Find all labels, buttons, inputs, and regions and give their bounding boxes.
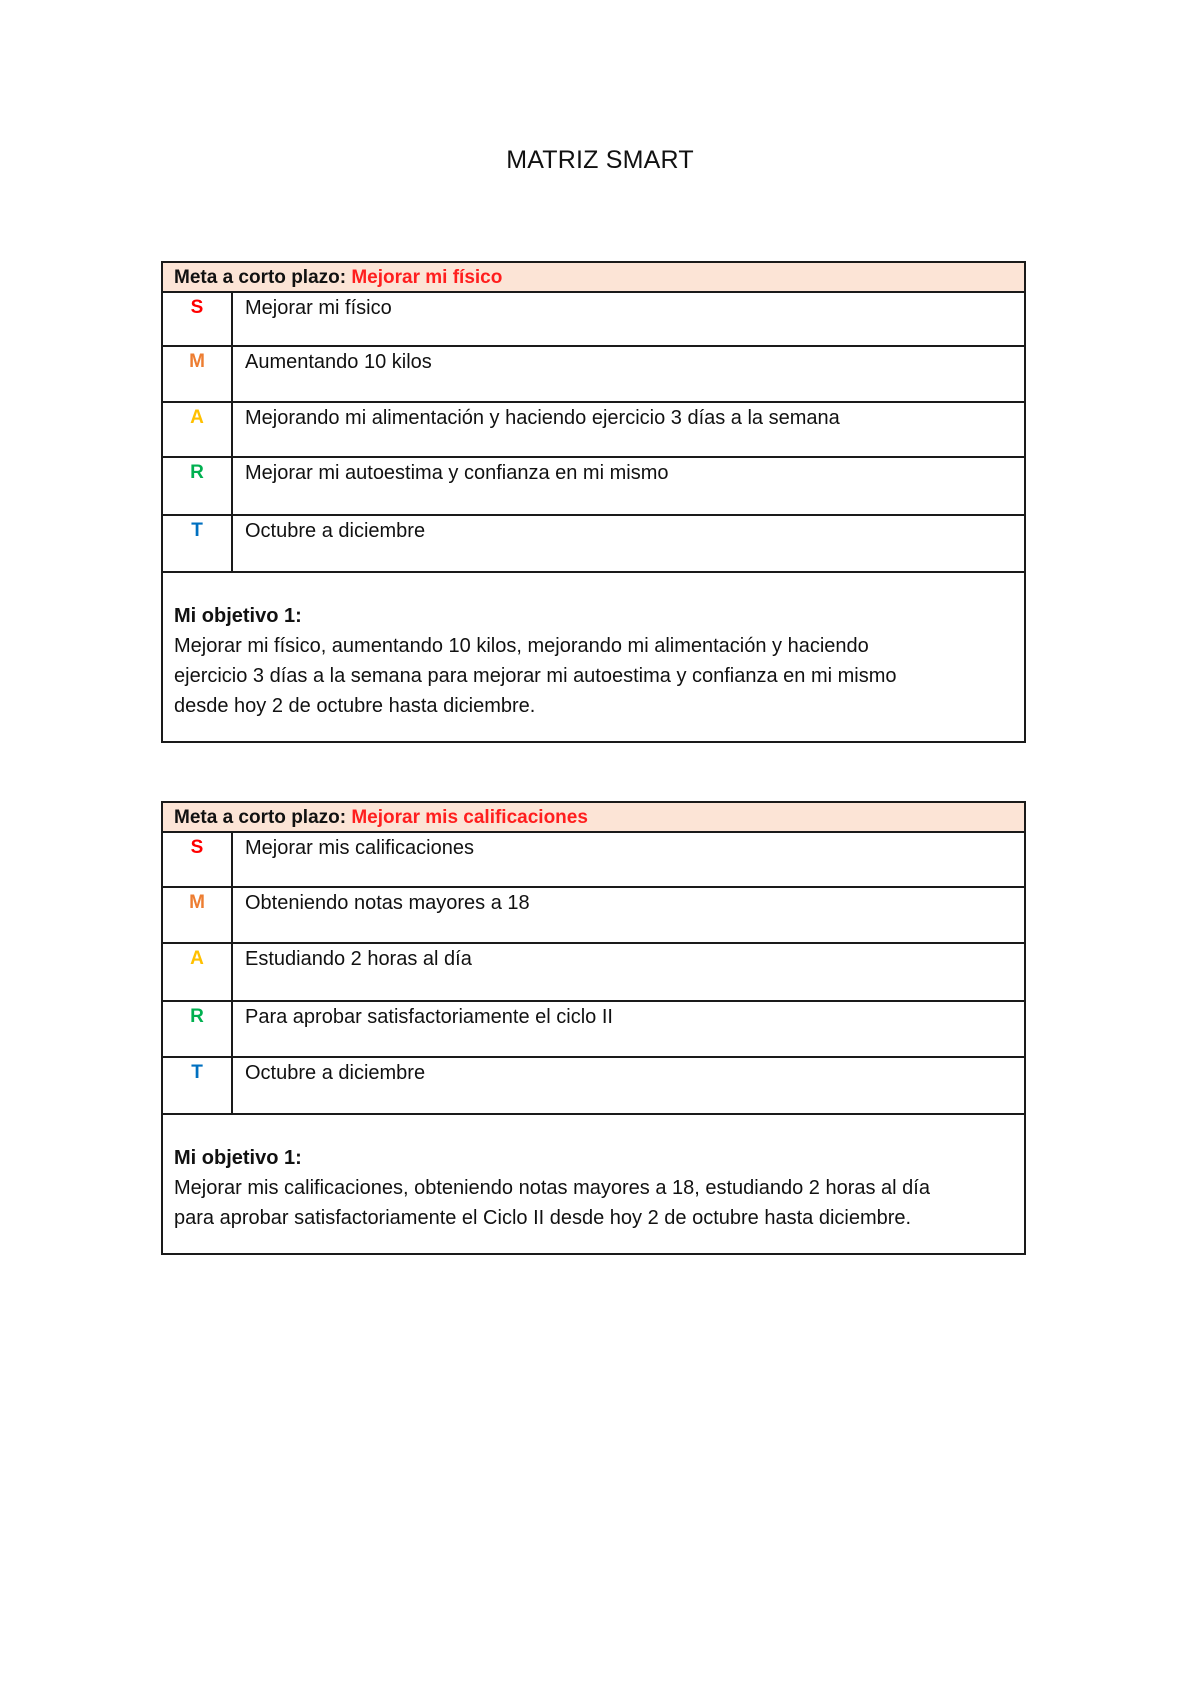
smart-text-specific: Mejorar mis calificaciones — [245, 837, 474, 859]
smart-text-achievable: Estudiando 2 horas al día — [245, 948, 472, 970]
smart-text-specific: Mejorar mi físico — [245, 297, 392, 319]
smart-letter-r: R — [163, 1002, 233, 1056]
goal-label: Meta a corto plazo: — [174, 267, 347, 288]
smart-matrix-calificaciones — [161, 801, 1026, 1255]
smart-row-s — [163, 833, 1024, 888]
smart-row-a — [163, 944, 1024, 1002]
smart-text-relevant: Para aprobar satisfactoriamente el ciclo II — [245, 1006, 613, 1028]
objective-block — [163, 1115, 1024, 1253]
smart-letter-a: A — [163, 944, 233, 1000]
smart-text-achievable: Mejorando mi alimentación y haciendo ejercicio 3 días a la semana — [245, 407, 840, 429]
smart-letter-s: S — [163, 293, 233, 345]
smart-row-s — [163, 293, 1024, 347]
smart-letter-a: A — [163, 403, 233, 456]
smart-row-r — [163, 458, 1024, 516]
smart-letter-t: T — [163, 516, 233, 571]
smart-text-measurable: Aumentando 10 kilos — [245, 351, 432, 373]
goal-value: Mejorar mis calificaciones — [351, 807, 588, 828]
objective-line: ejercicio 3 días a la semana para mejorar mi autoestima y confianza en mi mismo — [174, 665, 897, 687]
smart-row-t — [163, 1058, 1024, 1115]
objective-block — [163, 573, 1024, 741]
smart-matrix-fisico — [161, 261, 1026, 743]
smart-text-relevant: Mejorar mi autoestima y confianza en mi mismo — [245, 462, 669, 484]
smart-letter-s: S — [163, 833, 233, 886]
smart-letter-r: R — [163, 458, 233, 514]
objective-title: Mi objetivo 1: — [174, 1147, 302, 1169]
smart-text-timebound: Octubre a diciembre — [245, 1062, 426, 1084]
smart-row-m — [163, 888, 1024, 944]
goal-header — [163, 803, 1024, 833]
objective-title: Mi objetivo 1: — [174, 605, 302, 627]
goal-value: Mejorar mi físico — [351, 267, 503, 288]
smart-row-r — [163, 1002, 1024, 1058]
smart-letter-m: M — [163, 347, 233, 401]
smart-text-measurable: Obteniendo notas mayores a 18 — [245, 892, 530, 914]
objective-line: para aprobar satisfactoriamente el Ciclo II desde hoy 2 de octubre hasta diciembre. — [174, 1207, 912, 1229]
smart-letter-t: T — [163, 1058, 233, 1113]
smart-text-timebound: Octubre a diciembre — [245, 520, 426, 542]
page-title: MATRIZ SMART — [506, 146, 694, 174]
goal-header — [163, 263, 1024, 293]
smart-row-t — [163, 516, 1024, 573]
objective-line: Mejorar mis calificaciones, obteniendo notas mayores a 18, estudiando 2 horas al día — [174, 1177, 930, 1199]
objective-line: desde hoy 2 de octubre hasta diciembre. — [174, 695, 536, 717]
smart-row-m — [163, 347, 1024, 403]
smart-row-a — [163, 403, 1024, 458]
smart-letter-m: M — [163, 888, 233, 942]
goal-label: Meta a corto plazo: — [174, 807, 347, 828]
objective-line: Mejorar mi físico, aumentando 10 kilos, mejorando mi alimentación y haciendo — [174, 635, 869, 657]
